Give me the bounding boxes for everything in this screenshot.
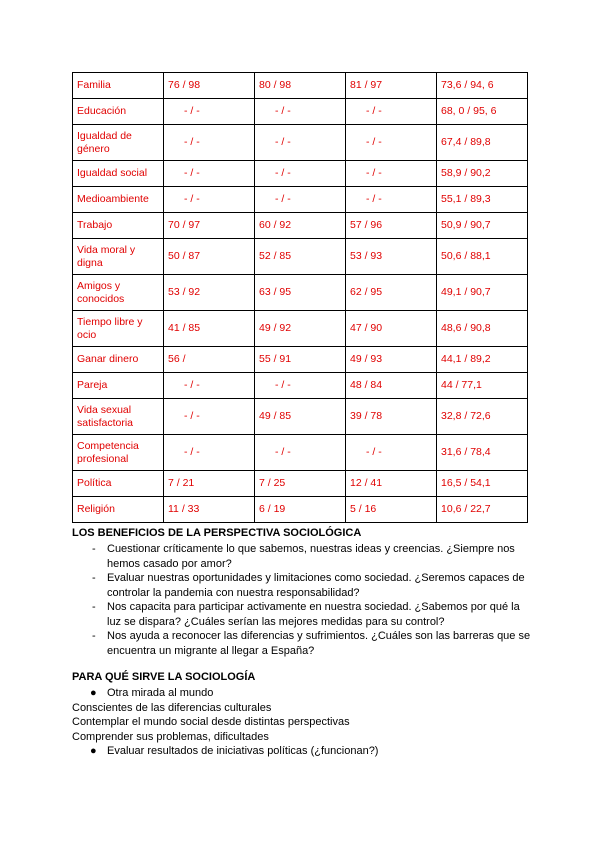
list-item <box>92 600 532 629</box>
value-cell: 55,1 / 89,3 <box>437 187 528 213</box>
value-cell: 73,6 / 94, 6 <box>437 73 528 99</box>
body-line: Contemplar el mundo social desde distintas perspectivas <box>72 716 350 728</box>
table-row <box>73 125 528 161</box>
values-table-body <box>73 73 528 523</box>
value-cell: - / - <box>255 187 346 213</box>
value-cell: 60 / 92 <box>255 213 346 239</box>
value-cell: 57 / 96 <box>346 213 437 239</box>
value-cell: - / - <box>164 399 255 435</box>
value-cell: 53 / 93 <box>346 239 437 275</box>
table-row <box>73 373 528 399</box>
table-row <box>73 73 528 99</box>
value-cell: 32,8 / 72,6 <box>437 399 528 435</box>
table-row <box>73 497 528 523</box>
body-line: Comprender sus problemas, dificultades <box>72 730 269 743</box>
value-cell: - / - <box>255 125 346 161</box>
row-label-cell: Pareja <box>73 373 164 399</box>
list-item <box>92 571 532 600</box>
body-line: Conscientes de las diferencias culturales <box>72 701 272 714</box>
dash-marker: - <box>92 572 96 584</box>
value-cell: 81 / 97 <box>346 73 437 99</box>
value-cell: - / - <box>346 125 437 161</box>
value-cell: - / - <box>255 373 346 399</box>
value-cell: 76 / 98 <box>164 73 255 99</box>
value-cell: 70 / 97 <box>164 213 255 239</box>
list-item <box>92 542 532 571</box>
value-cell: - / - <box>164 125 255 161</box>
value-cell: - / - <box>164 373 255 399</box>
value-cell: 49 / 92 <box>255 311 346 347</box>
dash-marker: - <box>92 543 96 555</box>
table-row <box>73 187 528 213</box>
value-cell: 68, 0 / 95, 6 <box>437 99 528 125</box>
row-label-cell: Tiempo libre y ocio <box>73 311 164 347</box>
value-cell: - / - <box>346 161 437 187</box>
row-label-cell: Política <box>73 471 164 497</box>
value-cell: 7 / 25 <box>255 471 346 497</box>
para-que-section <box>72 670 532 759</box>
value-cell: 62 / 95 <box>346 275 437 311</box>
value-cell: 48,6 / 90,8 <box>437 311 528 347</box>
value-cell: - / - <box>346 99 437 125</box>
row-label-cell: Vida moral y digna <box>73 239 164 275</box>
beneficios-section <box>72 526 532 658</box>
value-cell: 50,6 / 88,1 <box>437 239 528 275</box>
value-cell: 56 / <box>164 347 255 373</box>
value-cell: 44,1 / 89,2 <box>437 347 528 373</box>
value-cell: - / - <box>255 99 346 125</box>
list-item <box>72 686 532 701</box>
value-cell: 6 / 19 <box>255 497 346 523</box>
value-cell: 12 / 41 <box>346 471 437 497</box>
value-cell: 49 / 85 <box>255 399 346 435</box>
row-label-cell: Competencia profesional <box>73 435 164 471</box>
para-que-heading: PARA QUÉ SIRVE LA SOCIOLOGÍA <box>72 671 256 683</box>
value-cell: 48 / 84 <box>346 373 437 399</box>
value-cell: - / - <box>346 435 437 471</box>
value-cell: - / - <box>255 435 346 471</box>
table-row <box>73 399 528 435</box>
dash-marker: - <box>92 601 96 613</box>
value-cell: - / - <box>164 435 255 471</box>
value-cell: - / - <box>164 161 255 187</box>
table-row <box>73 99 528 125</box>
bullet-marker: ● <box>90 687 97 699</box>
value-cell: 47 / 90 <box>346 311 437 347</box>
table-row <box>73 213 528 239</box>
row-label-cell: Ganar dinero <box>73 347 164 373</box>
beneficio-text: Evaluar nuestras oportunidades y limitaciones como sociedad. ¿Seremos capaces de controlar la pandemia con nuestra responsabilidad? <box>107 572 525 599</box>
value-cell: 5 / 16 <box>346 497 437 523</box>
bullet-text: Otra mirada al mundo <box>107 687 214 699</box>
row-label-cell: Igualdad de género <box>73 125 164 161</box>
list-item <box>92 629 532 658</box>
dash-marker: - <box>92 630 96 642</box>
value-cell: 63 / 95 <box>255 275 346 311</box>
value-cell: 39 / 78 <box>346 399 437 435</box>
table-row <box>73 435 528 471</box>
value-cell: 41 / 85 <box>164 311 255 347</box>
value-cell: 55 / 91 <box>255 347 346 373</box>
bullet-marker: ● <box>90 745 97 757</box>
value-cell: 10,6 / 22,7 <box>437 497 528 523</box>
value-cell: 11 / 33 <box>164 497 255 523</box>
value-cell: 7 / 21 <box>164 471 255 497</box>
table-row <box>73 311 528 347</box>
values-table <box>72 72 528 523</box>
beneficios-list <box>72 542 532 658</box>
value-cell: 80 / 98 <box>255 73 346 99</box>
value-cell: 53 / 92 <box>164 275 255 311</box>
row-label-cell: Igualdad social <box>73 161 164 187</box>
list-item <box>72 744 532 759</box>
value-cell: - / - <box>346 187 437 213</box>
row-label-cell: Trabajo <box>73 213 164 239</box>
table-row <box>73 161 528 187</box>
beneficio-text: Cuestionar críticamente lo que sabemos, nuestras ideas y creencias. ¿Siempre nos hemos casado por amor? <box>107 543 515 570</box>
value-cell: - / - <box>255 161 346 187</box>
value-cell: 44 / 77,1 <box>437 373 528 399</box>
beneficio-text: Nos capacita para participar activamente en nuestra sociedad. ¿Sabemos por qué la luz se dispara? ¿Cuáles serían las mejores medidas para su control? <box>107 601 520 628</box>
value-cell: 16,5 / 54,1 <box>437 471 528 497</box>
table-row <box>73 347 528 373</box>
value-cell: 31,6 / 78,4 <box>437 435 528 471</box>
value-cell: - / - <box>164 187 255 213</box>
value-cell: - / - <box>164 99 255 125</box>
bullet-text: Evaluar resultados de iniciativas políticas (¿funcionan?) <box>107 745 379 757</box>
value-cell: 52 / 85 <box>255 239 346 275</box>
value-cell: 50 / 87 <box>164 239 255 275</box>
value-cell: 67,4 / 89,8 <box>437 125 528 161</box>
row-label-cell: Familia <box>73 73 164 99</box>
beneficios-heading: LOS BENEFICIOS DE LA PERSPECTIVA SOCIOLÓGICA <box>72 527 362 539</box>
row-label-cell: Vida sexual satisfactoria <box>73 399 164 435</box>
row-label-cell: Amigos y conocidos <box>73 275 164 311</box>
table-row <box>73 471 528 497</box>
row-label-cell: Medioambiente <box>73 187 164 213</box>
value-cell: 58,9 / 90,2 <box>437 161 528 187</box>
table-row <box>73 275 528 311</box>
row-label-cell: Educación <box>73 99 164 125</box>
row-label-cell: Religión <box>73 497 164 523</box>
value-cell: 49 / 93 <box>346 347 437 373</box>
value-cell: 49,1 / 90,7 <box>437 275 528 311</box>
beneficio-text: Nos ayuda a reconocer las diferencias y sufrimientos. ¿Cuáles son las barreras que se encuentra un migrante al llegar a España? <box>107 630 531 657</box>
table-row <box>73 239 528 275</box>
value-cell: 50,9 / 90,7 <box>437 213 528 239</box>
